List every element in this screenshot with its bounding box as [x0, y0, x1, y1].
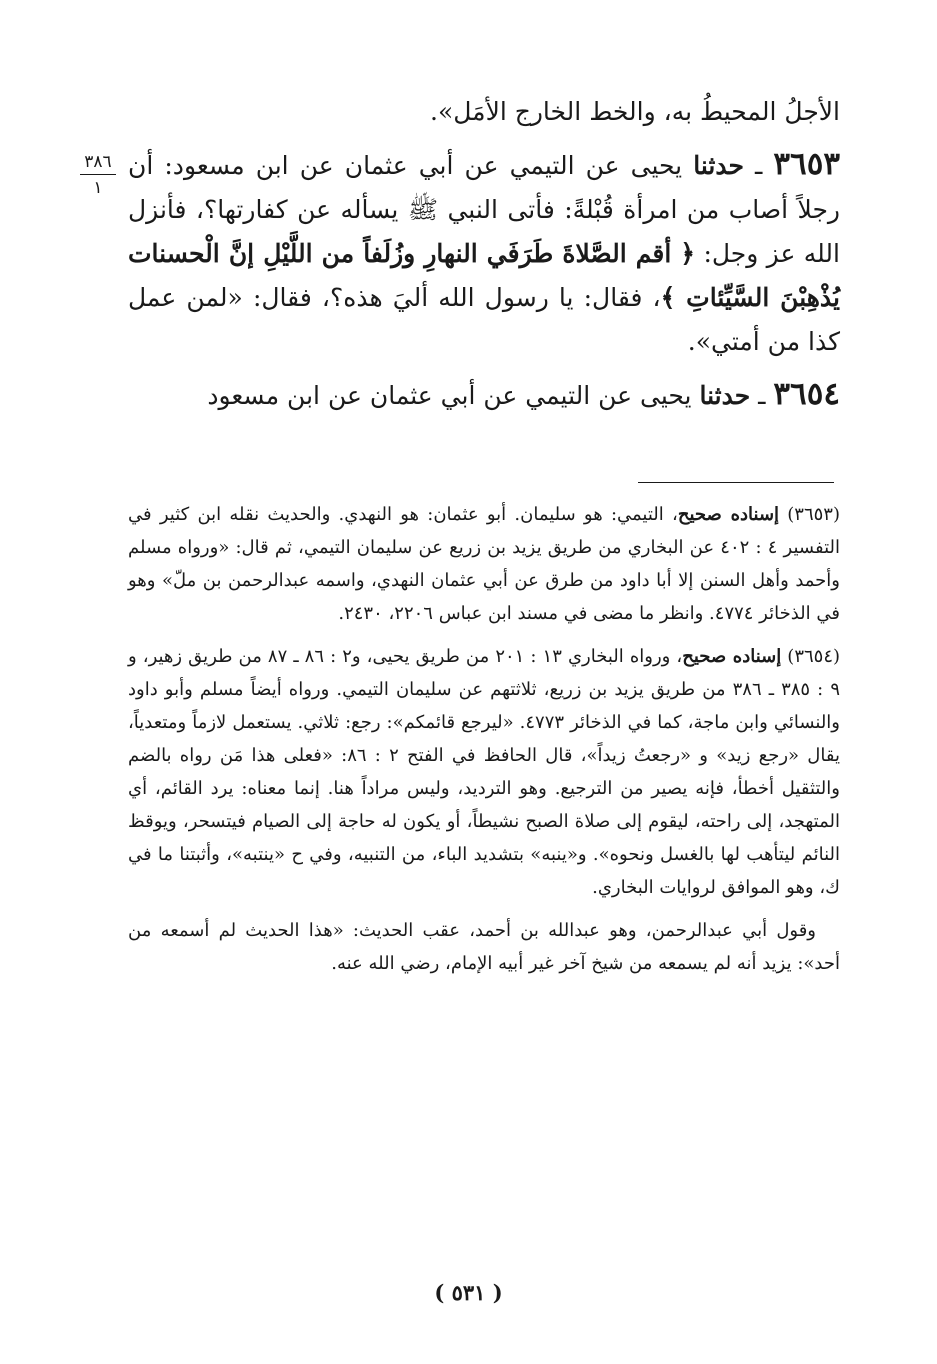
- margin-rule: [80, 174, 116, 175]
- footnote-label: (٣٦٥٤): [781, 646, 841, 667]
- hadith-3654: [128, 372, 840, 418]
- footnote-3653: [128, 498, 840, 630]
- margin-line: ١: [93, 178, 103, 198]
- quran-verse: ﴿ أقم الصَّلاةَ طَرَفَي النهارِ وزُلَفاً من اللَّيْلِ إنَّ الْحسنات يُذْهِبْنَ السَّيِّئاتِ ﴾: [128, 239, 841, 312]
- footnote-3654: [128, 640, 840, 904]
- main-text: [128, 90, 840, 418]
- margin-reference: [76, 152, 120, 198]
- hadith-dash: ـ: [743, 151, 774, 180]
- haddathana-word: حدثنا: [699, 381, 751, 410]
- margin-volume-page: ٣٨٦: [84, 152, 112, 172]
- footnote-text: ، ورواه البخاري ١٣ : ٢٠١ من طريق يحيى، و٢ : ٨٦ ـ ٨٧ من طريق زهير، و ٩ : ٣٨٥ ـ ٣٨٦ من طريق يزيد بن زريع، ثلاثتهم عن سليمان التيمي. ورواه أيضاً مسلم وأبو داود والنسائي وابن ماجة، كما في الذخائر ٤٧٧٣. «ليرجع قائمكم»: رجع: ثلاثي. يستعمل لازماً ومتعدياً، يقال «رجع زيد» و «رجعتُ زيداً»، قال الحافظ في الفتح ٢ : ٨٦: «فعلى هذا مَن رواه بالضم والتثقيل أخطأ، فإنه يصير من الترجيع. وهو الترديد، وليس مراداً هنا. إنما معناه: يرد القائم، أي المتهجد، إلى راحته، ليقوم إلى صلاة الصبح نشيطاً، أو يكون له حاجة إلى الصيام فيتسحر، ويوقظ النائم ليتأهب لها بالغسل ونحوه». و«ينبه» بتشديد الباء، من التنبيه، وفي ح «ينتبه»، وأثبتنا ما في ك، وهو الموافق لروايات البخاري.: [128, 646, 840, 898]
- hadith-number: ٣٦٥٤: [773, 376, 840, 412]
- intro-line: الأجلُ المحيطُ به، والخط الخارج الأمَل».: [430, 97, 840, 126]
- haddathana-word: حدثنا: [693, 151, 744, 180]
- page-number: ( ٥٣١ ): [434, 1280, 503, 1305]
- footnote-label: (٣٦٥٣): [779, 504, 840, 525]
- hadith-number: ٣٦٥٣: [773, 146, 841, 182]
- footnotes: [128, 498, 840, 990]
- hadith-chain: يحيى عن التيمي عن أبي عثمان عن ابن مسعود: أن رجلاً أصاب من امرأة قُبْلةً: فأتى النبي ﷺ يسأله عن كفارتها؟، فأنزل الله عز وجل:: [128, 151, 840, 268]
- hadith-rest: ، فقال: يا رسول الله أليَ هذه؟، فقال: «لمن عمل كذا من أمتي».: [128, 283, 840, 356]
- hadith-chain: يحيى عن التيمي عن أبي عثمان عن ابن مسعود: [207, 381, 700, 410]
- footnote-closing: وقول أبي عبدالرحمن، وهو عبدالله بن أحمد، عقب الحديث: «هذا الحديث لم أسمعه من أحد»: يزيد أنه لم يسمعه من شيخ آخر غير أبيه الإمام، رضي الله عنه.: [128, 920, 840, 974]
- hadith-3653: [128, 142, 840, 364]
- footnote-text: ، التيمي: هو سليمان. أبو عثمان: هو النهدي. والحديث نقله ابن كثير في التفسير ٤ : ٤٠٢ عن البخاري من طريق يزيد بن زريع عن سليمان التيمي، ثم قال: «ورواه مسلم وأحمد وأهل السنن إلا أبا داود من طرق عن أبي عثمان النهدي، واسمه عبدالرحمن بن ملّ» وهو في الذخائر ٤٧٧٤. وانظر ما مضى في مسند ابن عباس ٢٢٠٦، ٢٤٣٠.: [128, 504, 841, 624]
- footnote-grading: إسناده صحيح: [677, 504, 780, 525]
- footnote-grading: إسناده صحيح: [682, 646, 782, 667]
- footnote-divider: [638, 482, 834, 483]
- hadith-dash: ـ: [750, 381, 774, 410]
